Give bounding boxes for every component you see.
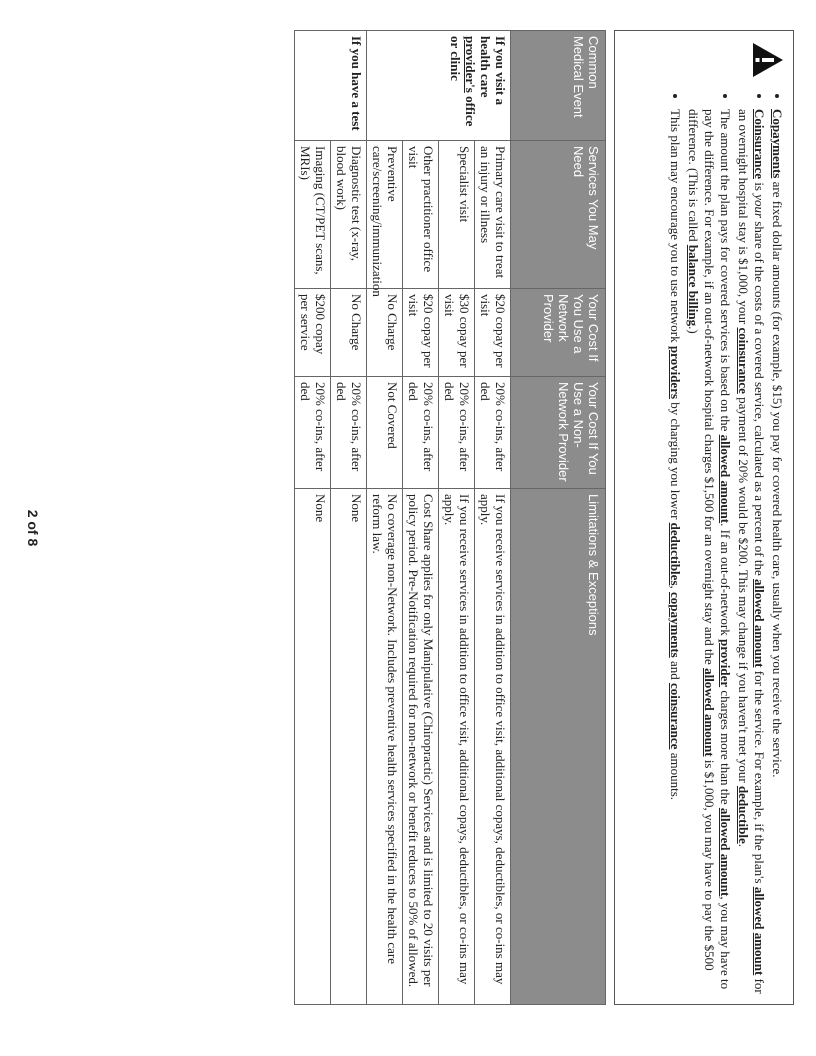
bullet-text: are fixed dollar amounts (for example, $15) you pay for covered health care, usually when you receive the service. <box>770 178 785 778</box>
bullet-text: . <box>736 843 751 847</box>
bullet-text: amounts. <box>668 749 683 801</box>
limitations-cell: None <box>295 489 331 1005</box>
table-row <box>439 31 475 1005</box>
bullet-copayments <box>769 109 785 994</box>
event-test: If you have a test <box>295 31 367 141</box>
bullet-text: by charging you lower <box>668 399 683 523</box>
network-cost-cell: $30 copay per visit <box>439 289 475 377</box>
network-cost-cell: $200 copay per service <box>295 289 331 377</box>
benefits-table <box>294 30 606 1005</box>
bullet-text: charges more than the <box>718 687 733 808</box>
bullet-text: is $1,000, you may have to pay the $500 difference. (This is called <box>686 109 717 971</box>
service-cell: Diagnostic test (x-ray, blood work) <box>331 141 367 289</box>
non-network-cost-cell: 20% co-ins, after ded <box>403 377 439 489</box>
service-cell: Preventive care/screening/immunization <box>367 141 403 289</box>
term-allowed-amount[interactable]: allowed amount <box>718 434 733 524</box>
network-cost-cell: No Charge <box>331 289 367 377</box>
bullet-coinsurance <box>735 109 767 994</box>
term-deductible[interactable]: deductible <box>736 785 751 844</box>
bullet-text: for the service. For example, if the plan's <box>752 667 767 887</box>
term-providers-office[interactable]: provider's <box>463 36 478 93</box>
bullet-allowed-amount <box>685 109 733 994</box>
bullet-text: share of the costs of a covered service, calculated as a percent of the <box>752 218 767 580</box>
bullet-text: , you may have to pay the difference. For example, if an out-of-network hospital charges $1,500 for an overnight stay and the <box>702 109 733 990</box>
bullet-text: . If an out-of-network <box>718 523 733 639</box>
table-row <box>403 31 439 1005</box>
limitations-cell: If you receive services in addition to office visit, additional copays, deductibles, or co-ins may apply. <box>439 489 475 1005</box>
term-copayments[interactable]: Copayments <box>770 109 785 179</box>
service-cell: Other practitioner office visit <box>403 141 439 289</box>
bullet-text: , <box>668 585 683 592</box>
term-providers[interactable]: providers <box>668 345 683 400</box>
limitations-cell: Cost Share applies for only Manipulative (Chiropractic) Services and is limited to 20 visits per policy period. Pre-Notification required for non-network or benefit reduces to 50% of allowed. <box>403 489 439 1005</box>
event-text: If you visit a health care <box>478 36 508 105</box>
bullet-text: is <box>752 179 767 195</box>
bullet-network-providers <box>667 109 683 994</box>
header-network-cost: Your Cost If You Use a Network Provider <box>511 289 606 377</box>
term-coinsurance[interactable]: coinsurance <box>668 683 683 750</box>
event-office-visit <box>367 31 511 141</box>
info-box <box>614 30 794 1005</box>
term-copayments[interactable]: copayments <box>668 592 683 658</box>
network-cost-cell: $20 copay per visit <box>475 289 511 377</box>
term-deductibles[interactable]: deductibles <box>668 522 683 586</box>
non-network-cost-cell: 20% co-ins, after ded <box>439 377 475 489</box>
term-provider[interactable]: provider <box>718 639 733 688</box>
limitations-cell: No coverage non-Network. Includes preventive health services specified in the health care reform law. <box>367 489 403 1005</box>
bullet-text: for an overnight hospital stay is $1,000, your <box>736 109 767 994</box>
info-bullet-list <box>667 93 785 994</box>
non-network-cost-cell: Not Covered <box>367 377 403 489</box>
non-network-cost-cell: 20% co-ins, after ded <box>331 377 367 489</box>
service-cell: Primary care visit to treat an injury or illness <box>475 141 511 289</box>
page-number: 2 of 8 <box>25 509 41 547</box>
term-allowed-amount[interactable]: allowed amount <box>702 668 717 757</box>
header-limitations: Limitations & Exceptions <box>511 489 606 1005</box>
network-cost-cell: $20 copay per visit <box>403 289 439 377</box>
bullet-text: payment of 20% would be $200. This may change if you haven't met your <box>736 393 751 786</box>
limitations-cell: If you receive services in addition to office visit, additional copays, deductibles, or co-ins may apply. <box>475 489 511 1005</box>
bullet-text-italic: your <box>752 194 767 219</box>
table-header-row <box>511 31 606 1005</box>
event-text: office or clinic <box>448 36 478 127</box>
bullet-text: This plan may encourage you to use network <box>668 109 683 346</box>
term-allowed[interactable]: allowed <box>752 886 767 930</box>
limitations-cell: None <box>331 489 367 1005</box>
service-cell: Imaging (CT/PET scans, MRIs) <box>295 141 331 289</box>
term-balance-billing[interactable]: balance billing <box>686 244 701 327</box>
term-coinsurance[interactable]: Coinsurance <box>752 109 767 180</box>
table-row <box>367 31 403 1005</box>
term-coinsurance[interactable]: coinsurance <box>736 327 751 394</box>
header-common-medical-event: Common Medical Event <box>511 31 606 141</box>
table-row <box>475 31 511 1005</box>
network-cost-cell: No Charge <box>367 289 403 377</box>
header-non-network-cost: Your Cost If You Use a Non-Network Provider <box>511 377 606 489</box>
term-allowed-amount[interactable]: allowed amount <box>718 807 733 897</box>
non-network-cost-cell: 20% co-ins, after ded <box>295 377 331 489</box>
term-amount[interactable]: amount <box>752 932 767 976</box>
bullet-text: The amount the plan pays for covered services is based on the <box>718 109 733 435</box>
table-row <box>295 31 331 1005</box>
service-cell: Specialist visit <box>439 141 475 289</box>
header-services: Services You May Need <box>511 141 606 289</box>
warning-icon <box>751 41 785 79</box>
table-row <box>331 31 367 1005</box>
bullet-text: .) <box>686 326 701 334</box>
bullet-text: and <box>668 657 683 683</box>
term-allowed-amount[interactable]: allowed amount <box>752 579 767 668</box>
non-network-cost-cell: 20% co-ins, after ded <box>475 377 511 489</box>
